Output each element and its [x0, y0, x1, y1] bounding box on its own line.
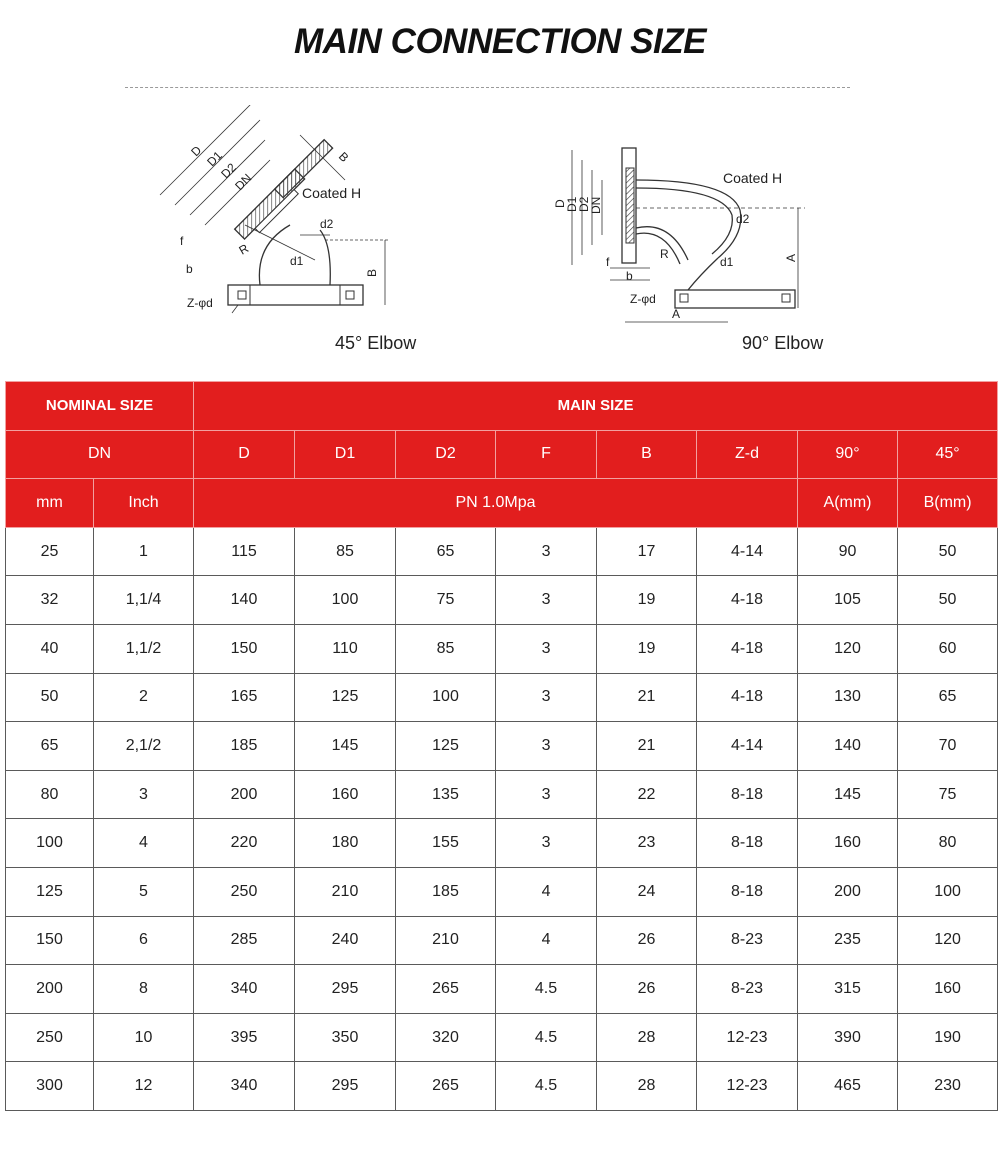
table-cell: 4-18 — [697, 576, 798, 625]
table-cell: 6 — [94, 916, 194, 965]
header-nominal-size: NOMINAL SIZE — [6, 382, 194, 431]
header-d1: D1 — [295, 430, 396, 479]
table-cell: 1,1/4 — [94, 576, 194, 625]
table-cell: 85 — [295, 527, 396, 576]
table-cell: 8-18 — [697, 770, 798, 819]
table-cell: 100 — [898, 867, 998, 916]
header-main-size: MAIN SIZE — [194, 382, 998, 431]
header-row-3 — [6, 479, 998, 528]
table-cell: 210 — [295, 867, 396, 916]
table-cell: 3 — [496, 770, 597, 819]
label-a-right: A — [784, 253, 798, 262]
table-cell: 4 — [496, 916, 597, 965]
table-cell: 65 — [898, 673, 998, 722]
label-d2: D2 — [577, 196, 591, 212]
table-cell: 265 — [396, 965, 496, 1014]
table-cell: 80 — [898, 819, 998, 868]
elbow-90-diagram — [550, 140, 810, 335]
table-cell: 8-18 — [697, 819, 798, 868]
table-row — [6, 576, 998, 625]
table-row — [6, 527, 998, 576]
table-cell: 2,1/2 — [94, 722, 194, 771]
table-cell: 8-23 — [697, 916, 798, 965]
label-b-small: b — [186, 262, 193, 276]
table-row — [6, 722, 998, 771]
table-row — [6, 1013, 998, 1062]
table-cell: 28 — [597, 1013, 697, 1062]
table-row — [6, 867, 998, 916]
table-cell: 90 — [798, 527, 898, 576]
table-cell: 220 — [194, 819, 295, 868]
table-cell: 145 — [295, 722, 396, 771]
label-d1: D1 — [565, 196, 579, 212]
table-cell: 4 — [496, 867, 597, 916]
label-b-right: B — [365, 268, 379, 277]
table-cell: 465 — [798, 1062, 898, 1111]
table-cell: 285 — [194, 916, 295, 965]
table-cell: 185 — [396, 867, 496, 916]
table-cell: 65 — [6, 722, 94, 771]
table-cell: 350 — [295, 1013, 396, 1062]
header-f: F — [496, 430, 597, 479]
table-cell: 75 — [396, 576, 496, 625]
table-cell: 26 — [597, 965, 697, 1014]
table-cell: 295 — [295, 1062, 396, 1111]
label-zd: Z-φd — [630, 292, 656, 306]
table-cell: 4.5 — [496, 1062, 597, 1111]
table-cell: 65 — [396, 527, 496, 576]
table-cell: 10 — [94, 1013, 194, 1062]
header-b: B — [597, 430, 697, 479]
table-cell: 130 — [798, 673, 898, 722]
header-row-2 — [6, 430, 998, 479]
table-cell: 340 — [194, 965, 295, 1014]
table-cell: 125 — [6, 867, 94, 916]
header-d: D — [194, 430, 295, 479]
table-cell: 3 — [496, 576, 597, 625]
table-cell: 2 — [94, 673, 194, 722]
header-z-d: Z-d — [697, 430, 798, 479]
connection-size-table — [5, 381, 998, 1111]
elbow-45-caption: 45° Elbow — [335, 333, 417, 353]
table-cell: 180 — [295, 819, 396, 868]
table-cell: 165 — [194, 673, 295, 722]
table-cell: 140 — [194, 576, 295, 625]
table-cell: 3 — [496, 673, 597, 722]
label-d1: D1 — [204, 148, 225, 170]
table-cell: 210 — [396, 916, 496, 965]
table-cell: 8 — [94, 965, 194, 1014]
header-inch: Inch — [94, 479, 194, 528]
label-d2: D2 — [218, 160, 239, 182]
table-cell: 28 — [597, 1062, 697, 1111]
table-cell: 4.5 — [496, 965, 597, 1014]
elbow-90-caption: 90° Elbow — [742, 333, 824, 353]
table-cell: 1,1/2 — [94, 624, 194, 673]
table-cell: 3 — [496, 819, 597, 868]
label-d2-small: d2 — [320, 217, 334, 231]
table-cell: 265 — [396, 1062, 496, 1111]
label-f: f — [606, 255, 610, 269]
label-d: D — [553, 199, 567, 208]
table-cell: 3 — [496, 624, 597, 673]
header-dn: DN — [6, 430, 194, 479]
header-pn: PN 1.0Mpa — [194, 479, 798, 528]
table-row — [6, 916, 998, 965]
header-a-mm: A(mm) — [798, 479, 898, 528]
table-cell: 17 — [597, 527, 697, 576]
label-dn: DN — [232, 170, 255, 194]
label-d1-small: d1 — [720, 255, 734, 269]
table-cell: 200 — [194, 770, 295, 819]
table-cell: 8-23 — [697, 965, 798, 1014]
table-cell: 21 — [597, 673, 697, 722]
table-cell: 70 — [898, 722, 998, 771]
table-cell: 100 — [6, 819, 94, 868]
table-cell: 315 — [798, 965, 898, 1014]
label-b-top: B — [335, 149, 352, 165]
table-cell: 155 — [396, 819, 496, 868]
table-cell: 50 — [898, 576, 998, 625]
table-cell: 135 — [396, 770, 496, 819]
header-d2: D2 — [396, 430, 496, 479]
table-cell: 120 — [798, 624, 898, 673]
table-cell: 75 — [898, 770, 998, 819]
table-cell: 32 — [6, 576, 94, 625]
table-cell: 295 — [295, 965, 396, 1014]
table-cell: 300 — [6, 1062, 94, 1111]
label-zd: Z-φd — [187, 296, 213, 310]
label-d1-small: d1 — [290, 254, 304, 268]
table-cell: 250 — [194, 867, 295, 916]
table-cell: 160 — [295, 770, 396, 819]
header-mm: mm — [6, 479, 94, 528]
table-cell: 85 — [396, 624, 496, 673]
table-cell: 145 — [798, 770, 898, 819]
table-cell: 150 — [194, 624, 295, 673]
table-cell: 200 — [798, 867, 898, 916]
table-cell: 5 — [94, 867, 194, 916]
table-cell: 160 — [798, 819, 898, 868]
table-cell: 12-23 — [697, 1062, 798, 1111]
table-cell: 230 — [898, 1062, 998, 1111]
table-cell: 125 — [295, 673, 396, 722]
table-cell: 190 — [898, 1013, 998, 1062]
table-cell: 320 — [396, 1013, 496, 1062]
table-cell: 19 — [597, 624, 697, 673]
table-cell: 4-18 — [697, 624, 798, 673]
header-90: 90° — [798, 430, 898, 479]
label-d2-small: d2 — [736, 212, 750, 226]
table-cell: 100 — [295, 576, 396, 625]
page-title: MAIN CONNECTION SIZE — [294, 22, 706, 61]
table-cell: 395 — [194, 1013, 295, 1062]
table-cell: 3 — [496, 527, 597, 576]
table-cell: 110 — [295, 624, 396, 673]
table-cell: 22 — [597, 770, 697, 819]
label-a-bottom: A — [672, 307, 681, 321]
table-cell: 235 — [798, 916, 898, 965]
table-cell: 200 — [6, 965, 94, 1014]
table-cell: 4-18 — [697, 673, 798, 722]
label-coated-h: Coated H — [302, 185, 362, 201]
table-row — [6, 770, 998, 819]
table-cell: 60 — [898, 624, 998, 673]
label-r: R — [660, 247, 669, 261]
title-divider — [125, 87, 850, 88]
table-row — [6, 1062, 998, 1111]
table-cell: 21 — [597, 722, 697, 771]
table-cell: 4-14 — [697, 722, 798, 771]
table-cell: 160 — [898, 965, 998, 1014]
table-cell: 4 — [94, 819, 194, 868]
table-cell: 24 — [597, 867, 697, 916]
table-cell: 125 — [396, 722, 496, 771]
table-cell: 19 — [597, 576, 697, 625]
table-cell: 12 — [94, 1062, 194, 1111]
table-cell: 80 — [6, 770, 94, 819]
table-cell: 150 — [6, 916, 94, 965]
table-cell: 50 — [6, 673, 94, 722]
table-cell: 3 — [94, 770, 194, 819]
table-cell: 120 — [898, 916, 998, 965]
table-cell: 25 — [6, 527, 94, 576]
table-cell: 23 — [597, 819, 697, 868]
table-cell: 3 — [496, 722, 597, 771]
table-cell: 390 — [798, 1013, 898, 1062]
table-cell: 105 — [798, 576, 898, 625]
table-row — [6, 819, 998, 868]
elbow-45-diagram — [150, 105, 410, 325]
table-row — [6, 673, 998, 722]
table-cell: 140 — [798, 722, 898, 771]
table-cell: 115 — [194, 527, 295, 576]
table-cell: 250 — [6, 1013, 94, 1062]
label-b-small: b — [626, 269, 633, 283]
table-cell: 26 — [597, 916, 697, 965]
table-cell: 40 — [6, 624, 94, 673]
table-row — [6, 965, 998, 1014]
table-cell: 185 — [194, 722, 295, 771]
header-b-mm: B(mm) — [898, 479, 998, 528]
table-cell: 50 — [898, 527, 998, 576]
table-row — [6, 624, 998, 673]
label-d: D — [188, 143, 205, 160]
table-cell: 4.5 — [496, 1013, 597, 1062]
table-cell: 8-18 — [697, 867, 798, 916]
table-cell: 1 — [94, 527, 194, 576]
label-coated-h: Coated H — [723, 170, 783, 186]
header-row-1 — [6, 382, 998, 431]
table-cell: 340 — [194, 1062, 295, 1111]
label-dn: DN — [589, 196, 603, 214]
table-cell: 240 — [295, 916, 396, 965]
table-cell: 12-23 — [697, 1013, 798, 1062]
table-cell: 4-14 — [697, 527, 798, 576]
label-f: f — [180, 234, 184, 248]
table-cell: 100 — [396, 673, 496, 722]
header-45: 45° — [898, 430, 998, 479]
label-r: R — [236, 241, 252, 258]
